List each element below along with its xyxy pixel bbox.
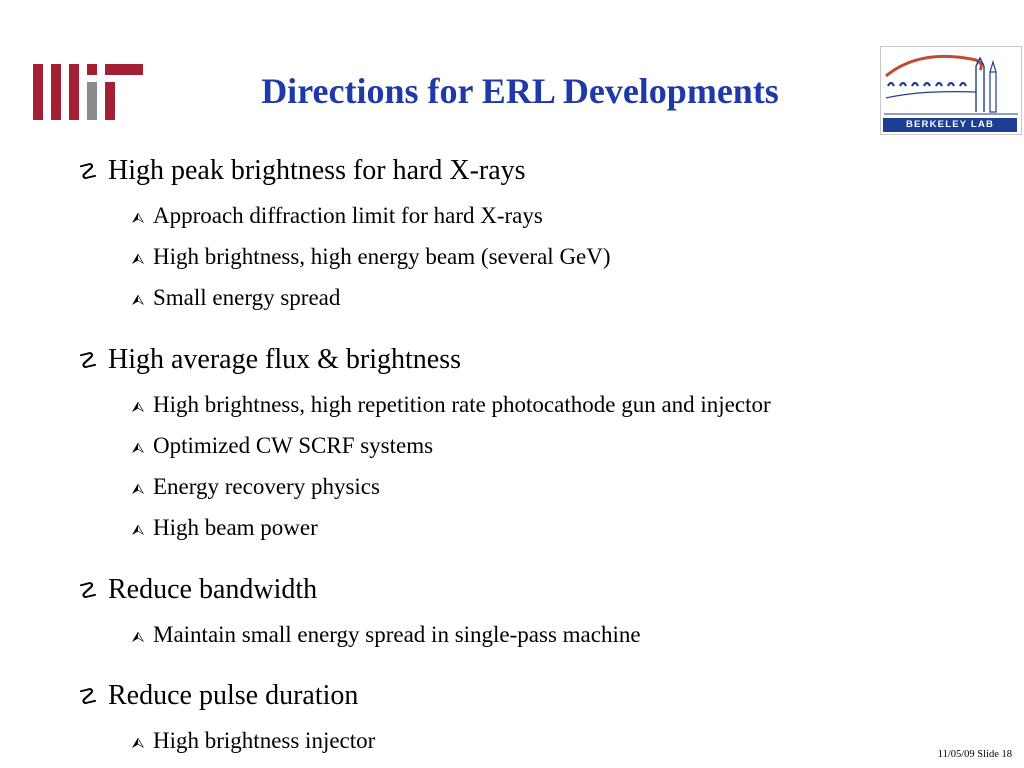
list-item-text: Energy recovery physics [153,474,380,499]
slide-footer: 11/05/09 Slide 18 [937,749,1012,760]
list-item [127,473,380,503]
list-item [127,284,340,314]
level1-bullet-icon: ☡ [78,685,98,710]
level2-bullet-icon: ⮙ [131,291,145,309]
list-item [127,727,375,757]
section-heading-text: High average flux & brightness [108,344,462,375]
section-heading [74,154,526,190]
list-item-text: High brightness injector [153,728,376,753]
level2-bullet-icon: ⮙ [131,734,145,752]
list-item [127,621,641,651]
list-item-text: High beam power [153,515,318,540]
list-item [127,202,543,232]
list-item-text: Maintain small energy spread in single-pass machine [153,622,641,647]
level2-bullet-icon: ⮙ [131,209,145,227]
section-heading-text: Reduce pulse duration [108,680,359,711]
berkeley-lab-logo-text: BERKELEY LAB [905,119,995,130]
slide-title: Directions for ERL Developments [261,71,779,111]
section-heading-text: High peak brightness for hard X-rays [108,155,526,186]
level2-bullet-icon: ⮙ [131,439,145,457]
list-item-text: High brightness, high repetition rate photocathode gun and injector [153,392,771,417]
section-heading [74,343,461,379]
level1-bullet-icon: ☡ [78,579,98,604]
section-heading-text: Reduce bandwidth [108,574,318,605]
level2-bullet-icon: ⮙ [131,628,145,646]
level1-bullet-icon: ☡ [78,349,98,374]
section-heading [74,573,317,609]
list-item-text: High brightness, high energy beam (several GeV) [153,244,611,269]
list-item [127,514,318,544]
level2-bullet-icon: ⮙ [131,480,145,498]
list-item [127,432,433,462]
list-item-text: Optimized CW SCRF systems [153,433,434,458]
list-item [127,391,771,421]
list-item [127,243,611,273]
list-item-text: Small energy spread [153,285,341,310]
level2-bullet-icon: ⮙ [131,398,145,416]
section-heading [74,679,358,715]
level2-bullet-icon: ⮙ [131,521,145,539]
level1-bullet-icon: ☡ [78,160,98,185]
list-item-text: Approach diffraction limit for hard X-rays [153,203,543,228]
level2-bullet-icon: ⮙ [131,250,145,268]
